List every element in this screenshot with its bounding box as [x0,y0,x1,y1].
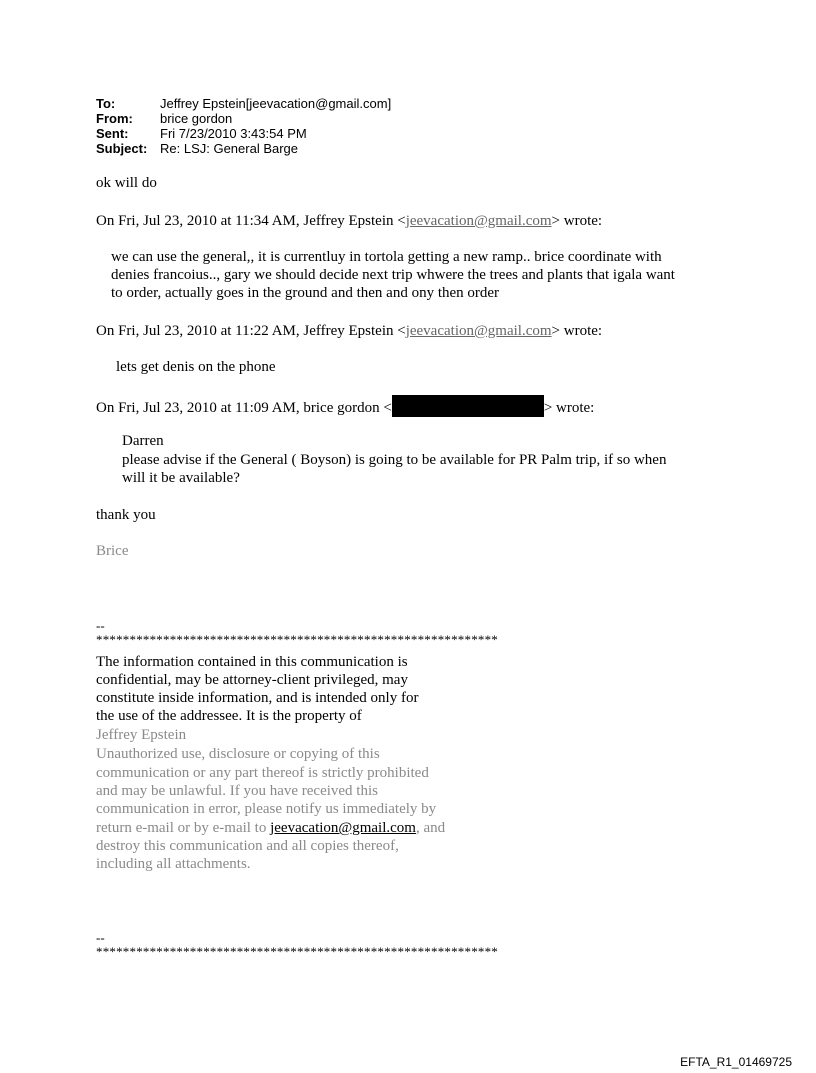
quote3-line: will it be available? [122,470,240,486]
quote3-attribution [96,395,594,417]
subject-row [96,141,391,156]
disclaimer-return-line [96,819,445,837]
to-label: To: [96,96,116,111]
to-row [96,96,391,111]
redaction-block [392,395,544,417]
disclaimer-line: The information contained in this communication is [96,654,408,670]
disclaimer-line: the use of the addressee. It is the property of [96,708,362,724]
quote2-email-link[interactable]: jeevacation@gmail.com [405,323,552,339]
signature: Brice [96,543,129,559]
quote2-attribution-prefix: On Fri, Jul 23, 2010 at 11:22 AM, Jeffrey Epstein < [96,323,406,339]
disclaimer-line: confidential, may be attorney-client privileged, may [96,672,408,688]
sent-row [96,126,391,141]
quote1-line: we can use the general,, it is currentluy in tortola getting a new ramp.. brice coordinate with [111,249,662,265]
quote1-attribution-prefix: On Fri, Jul 23, 2010 at 11:34 AM, Jeffrey Epstein < [96,213,406,229]
from-row [96,111,391,126]
subject-label: Subject: [96,141,148,156]
quote2-attribution [96,322,602,340]
quote2-text: lets get denis on the phone [116,359,276,375]
separator-dashes: -- [96,618,105,633]
disclaimer-gray-line: communication or any part thereof is strictly prohibited [96,765,429,781]
subject-value: Re: LSJ: General Barge [160,141,299,156]
quote3-attribution-prefix: On Fri, Jul 23, 2010 at 11:09 AM, brice gordon < [96,400,392,416]
quote3-greeting: Darren [122,433,164,449]
separator-stars: ************************************************************ [96,944,498,959]
disclaimer-gray-line: Jeffrey Epstein [96,727,187,743]
reply-text: ok will do [96,175,157,191]
return-suffix: , and [415,820,446,836]
separator-stars: ************************************************************ [96,632,498,647]
quote3-line: please advise if the General ( Boyson) is going to be available for PR Palm trip, if so when [122,452,667,468]
separator-dashes: -- [96,930,105,945]
disclaimer-gray-line: destroy this communication and all copies thereof, [96,838,399,854]
sent-label: Sent: [96,126,129,141]
from-label: From: [96,111,133,126]
disclaimer-gray-line: including all attachments. [96,856,251,872]
document-id: EFTA_R1_01469725 [680,1055,792,1069]
quote1-attribution-suffix: > wrote: [551,213,603,229]
quote3-attribution-suffix: > wrote: [543,400,595,416]
sent-value: Fri 7/23/2010 3:43:54 PM [160,126,307,141]
return-prefix: return e-mail or by e-mail to [96,820,271,836]
quote1-email-link[interactable]: jeevacation@gmail.com [405,213,552,229]
to-value: Jeffrey Epstein[jeevacation@gmail.com] [160,96,392,111]
quote1-attribution [96,212,602,230]
quote2-attribution-suffix: > wrote: [551,323,603,339]
disclaimer-email-link[interactable]: jeevacation@gmail.com [270,820,416,836]
disclaimer-line: constitute inside information, and is intended only for [96,690,419,706]
email-header [96,96,391,156]
thanks-text: thank you [96,507,156,523]
from-value: brice gordon [160,111,233,126]
disclaimer-gray-line: communication in error, please notify us immediately by [96,801,437,817]
disclaimer-gray-line: and may be unlawful. If you have received this [96,783,378,799]
quote1-line: denies francoius.., gary we should decide next trip whwere the trees and plants that igala want [111,267,675,283]
quote1-line: to order, actually goes in the ground and then and ony then order [111,285,500,301]
disclaimer-gray-line: Unauthorized use, disclosure or copying of this [96,746,380,762]
